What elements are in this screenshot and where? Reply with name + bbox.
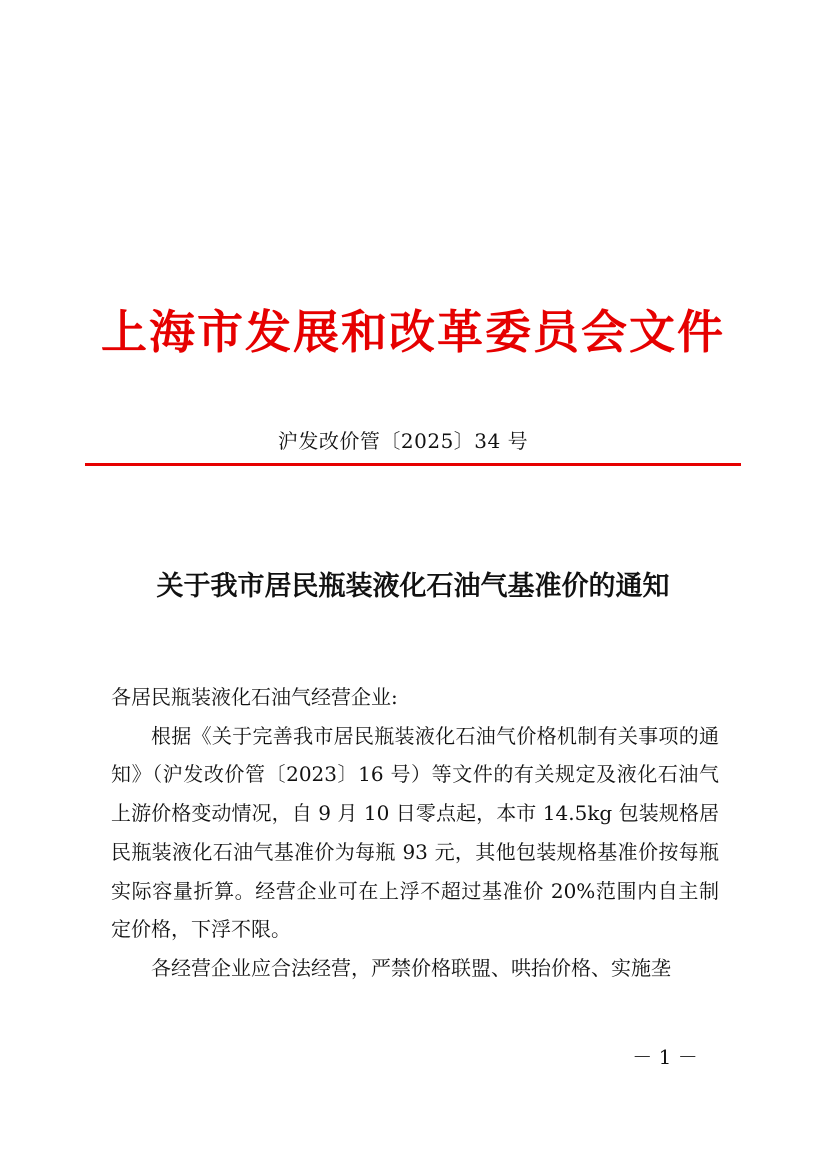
notice-title: 关于我市居民瓶装液化石油气基准价的通知 bbox=[156, 571, 670, 602]
document-number: 沪发改价管〔2025〕34 号 bbox=[277, 429, 529, 453]
notice-body bbox=[111, 678, 719, 988]
salutation: 各居民瓶装液化石油气经营企业: bbox=[111, 685, 398, 709]
page-number: － 1 － bbox=[632, 1045, 698, 1069]
body-paragraph-2: 各经营企业应合法经营，严禁价格联盟、哄抬价格、实施垄 bbox=[151, 955, 671, 980]
header-divider bbox=[85, 463, 741, 466]
issuer-title: 上海市发展和改革委员会文件 bbox=[101, 305, 725, 359]
body-paragraph-1: 根据《关于完善我市居民瓶装液化石油气价格机制有关事项的通知》（沪发改价管〔2023〕16 号）等文件的有关规定及液化石油气上游价格变动情况，自 9 月 10 日零点起，本市 14.5kg 包装规格居民瓶装液化石油气基准价为每瓶 93 元，其他包装规格基准价按每瓶实际容量折算。经营企业可在上浮不超过基准价 20%范围内自主制定价格，下浮不限。 bbox=[111, 723, 719, 942]
